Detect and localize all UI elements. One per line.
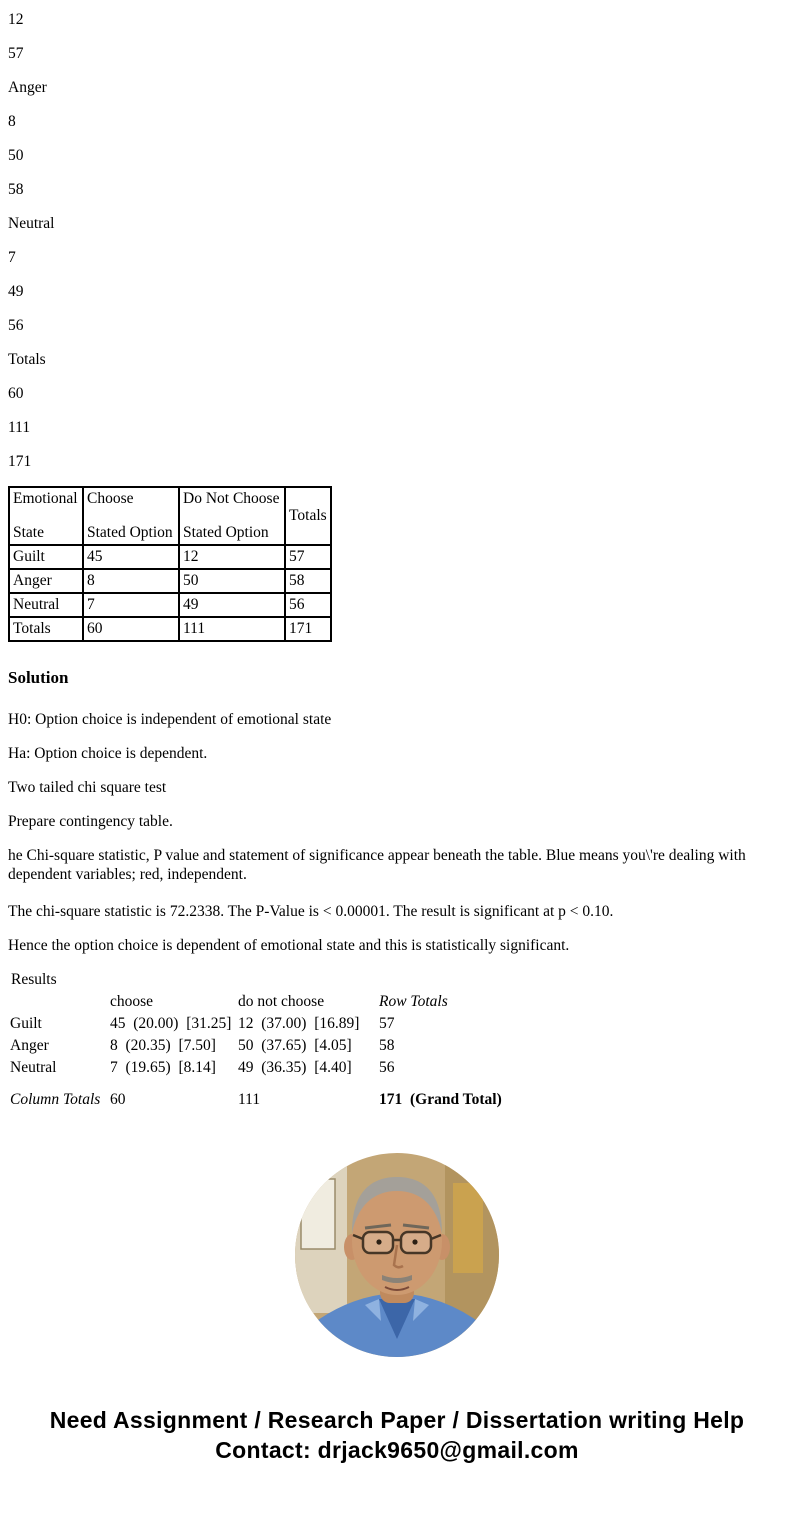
res-cell: 60 xyxy=(110,1091,126,1108)
res-cell: 7 (19.65) [8.14] xyxy=(110,1059,216,1076)
intro-lines xyxy=(8,10,786,471)
contact-line: Contact: drjack9650@gmail.com xyxy=(215,1437,579,1463)
intro-line: 58 xyxy=(8,181,24,198)
table-row xyxy=(8,1037,502,1059)
res-cell: Neutral xyxy=(10,1059,57,1076)
res-cell: 45 (20.00) [31.25] xyxy=(110,1015,232,1032)
paragraph: The chi-square statistic is 72.2338. The P-Value is < 0.00001. The result is significant at p < 0.10. xyxy=(8,903,614,920)
res-cell: 56 xyxy=(379,1059,395,1076)
ct-header-cell: Totals xyxy=(285,487,331,545)
res-cell: 49 (36.35) [4.40] xyxy=(238,1059,352,1076)
res-cell: choose xyxy=(110,993,154,1010)
ct-cell: 57 xyxy=(285,545,331,569)
res-cell: 111 xyxy=(238,1091,261,1108)
results-title: Results xyxy=(11,971,57,988)
ct-cell: 56 xyxy=(285,593,331,617)
res-cell: Guilt xyxy=(10,1015,42,1032)
intro-line: 60 xyxy=(8,385,24,402)
intro-line: Neutral xyxy=(8,215,55,232)
ct-cell: 7 xyxy=(83,593,179,617)
ct-header-cell: Emotional State xyxy=(9,487,83,545)
help-banner xyxy=(25,1405,769,1465)
table-row xyxy=(9,545,331,569)
avatar-container xyxy=(8,1153,786,1357)
paragraph: Two tailed chi square test xyxy=(8,779,167,796)
intro-line: 111 xyxy=(8,419,31,436)
ct-cell: 60 xyxy=(83,617,179,641)
ct-cell: 111 xyxy=(179,617,285,641)
solution-paragraphs xyxy=(8,710,786,955)
res-cell: 171 (Grand Total) xyxy=(379,1091,502,1108)
res-cell: Row Totals xyxy=(379,993,448,1010)
res-cell: 57 xyxy=(379,1015,395,1032)
ct-cell: Totals xyxy=(9,617,83,641)
ct-cell: 171 xyxy=(285,617,331,641)
ct-cell: 49 xyxy=(179,593,285,617)
intro-line: 8 xyxy=(8,113,16,130)
intro-line: 7 xyxy=(8,249,16,266)
res-cell: 58 xyxy=(379,1037,395,1054)
ct-header-cell: Choose Stated Option xyxy=(83,487,179,545)
res-cell: 50 (37.65) [4.05] xyxy=(238,1037,352,1054)
ct-header-cell: Do Not Choose Stated Option xyxy=(179,487,285,545)
contingency-header-row xyxy=(9,487,331,545)
ct-cell: 58 xyxy=(285,569,331,593)
contingency-table xyxy=(8,486,332,642)
res-cell: do not choose xyxy=(238,993,325,1010)
table-row xyxy=(8,1015,502,1037)
res-cell xyxy=(8,993,110,1015)
table-row xyxy=(9,617,331,641)
ct-cell: Anger xyxy=(9,569,83,593)
tutor-photo xyxy=(295,1153,499,1357)
intro-line: 12 xyxy=(8,11,24,28)
intro-line: 171 xyxy=(8,453,32,470)
paragraph: Hence the option choice is dependent of emotional state and this is statistically significant. xyxy=(8,937,570,954)
table-row xyxy=(9,593,331,617)
ct-cell: Neutral xyxy=(9,593,83,617)
results-header-row xyxy=(8,993,502,1015)
paragraph: Prepare contingency table. xyxy=(8,813,173,830)
results-table xyxy=(8,993,502,1113)
res-cell: 8 (20.35) [7.50] xyxy=(110,1037,216,1054)
res-cell: Anger xyxy=(10,1037,49,1054)
results-footer-row xyxy=(8,1081,502,1113)
ct-cell: Guilt xyxy=(9,545,83,569)
solution-heading: Solution xyxy=(8,668,69,687)
ct-cell: 50 xyxy=(179,569,285,593)
paragraph: H0: Option choice is independent of emotional state xyxy=(8,711,332,728)
res-cell: Column Totals xyxy=(10,1091,101,1108)
res-cell: 12 (37.00) [16.89] xyxy=(238,1015,360,1032)
ct-cell: 12 xyxy=(179,545,285,569)
ct-cell: 8 xyxy=(83,569,179,593)
table-row xyxy=(8,1059,502,1081)
intro-line: Anger xyxy=(8,79,47,96)
intro-line: 57 xyxy=(8,45,24,62)
banner-line: Need Assignment / Research Paper / Dissertation writing Help xyxy=(49,1407,745,1433)
intro-line: Totals xyxy=(8,351,46,368)
ct-cell: 45 xyxy=(83,545,179,569)
table-row xyxy=(9,569,331,593)
intro-line: 49 xyxy=(8,283,24,300)
results-section xyxy=(8,970,786,1113)
intro-line: 50 xyxy=(8,147,24,164)
paragraph: he Chi-square statistic, P value and statement of significance appear beneath the table. Blue means you\'re dealing with dependent variables; red, independent. xyxy=(8,847,746,883)
paragraph: Ha: Option choice is dependent. xyxy=(8,745,208,762)
intro-line: 56 xyxy=(8,317,24,334)
